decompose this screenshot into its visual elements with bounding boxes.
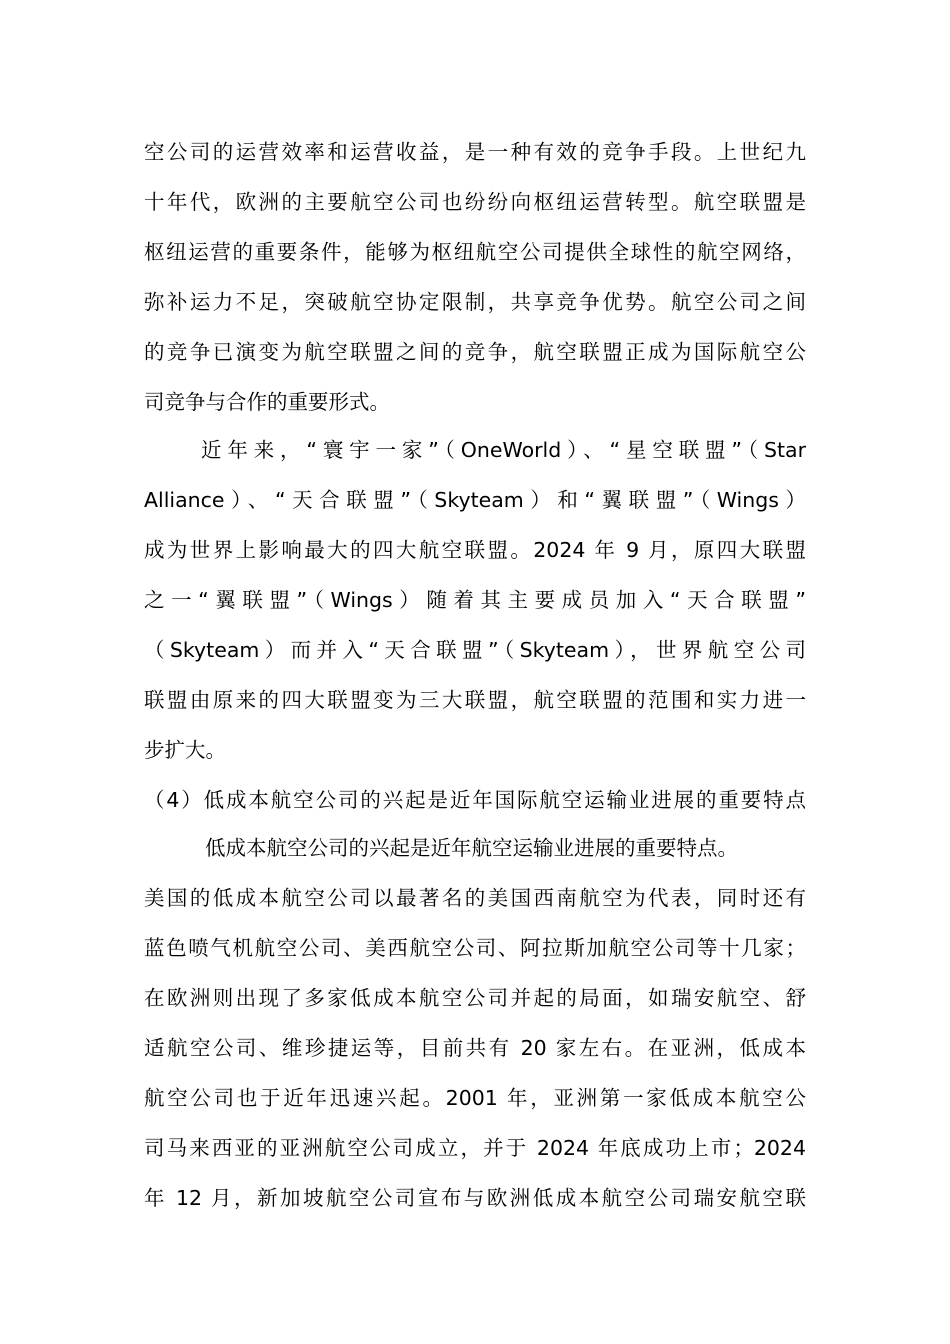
text-line-5: 的竞争已演变为航空联盟之间的竞争，航空联盟正成为国际航空公 (144, 340, 806, 364)
text-line-19: 适航空公司、维珍捷运等，目前共有 20 家左右。在亚洲，低成本 (144, 1036, 806, 1060)
text-line-22: 年 12 月，新加坡航空公司宣布与欧洲低成本航空公司瑞安航空联 (144, 1186, 806, 1210)
text-line-7: 近年来，“寰宇一家”（OneWorld）、“星空联盟”（Star (201, 438, 806, 462)
text-line-12: 联盟由原来的四大联盟变为三大联盟，航空联盟的范围和实力进一 (144, 688, 806, 712)
text-line-3: 枢纽运营的重要条件，能够为枢纽航空公司提供全球性的航空网络， (144, 240, 806, 264)
text-line-20: 航空公司也于近年迅速兴起。2001 年，亚洲第一家低成本航空公 (144, 1086, 806, 1110)
text-line-6: 司竞争与合作的重要形式。 (144, 390, 390, 414)
section-heading: （4）低成本航空公司的兴起是近年国际航空运输业进展的重要特点 (144, 788, 806, 812)
text-line-10: 之一“翼联盟”（Wings）随着其主要成员加入“天合联盟” (144, 588, 806, 612)
text-line-15: 低成本航空公司的兴起是近年航空运输业进展的重要特点。 (205, 836, 738, 860)
text-line-9: 成为世界上影响最大的四大航空联盟。2024 年 9 月，原四大联盟 (144, 538, 806, 562)
text-line-18: 在欧洲则出现了多家低成本航空公司并起的局面，如瑞安航空、舒 (144, 986, 806, 1010)
text-line-4: 弥补运力不足，突破航空协定限制，共享竞争优势。航空公司之间 (144, 290, 806, 314)
text-line-11: （Skyteam）而并入“天合联盟”（Skyteam），世界航空公司 (144, 638, 806, 662)
text-line-13: 步扩大。 (144, 738, 226, 762)
text-line-1: 空公司的运营效率和运营收益，是一种有效的竞争手段。上世纪九 (144, 140, 806, 164)
text-line-17: 蓝色喷气机航空公司、美西航空公司、阿拉斯加航空公司等十几家； (144, 936, 806, 960)
text-line-2: 十年代，欧洲的主要航空公司也纷纷向枢纽运营转型。航空联盟是 (144, 190, 806, 214)
text-line-8: Alliance）、“天合联盟”（Skyteam）和“翼联盟”（Wings） (144, 488, 806, 512)
text-line-21: 司马来西亚的亚洲航空公司成立，并于 2024 年底成功上市；2024 (144, 1136, 806, 1160)
text-line-16: 美国的低成本航空公司以最著名的美国西南航空为代表，同时还有 (144, 886, 806, 910)
